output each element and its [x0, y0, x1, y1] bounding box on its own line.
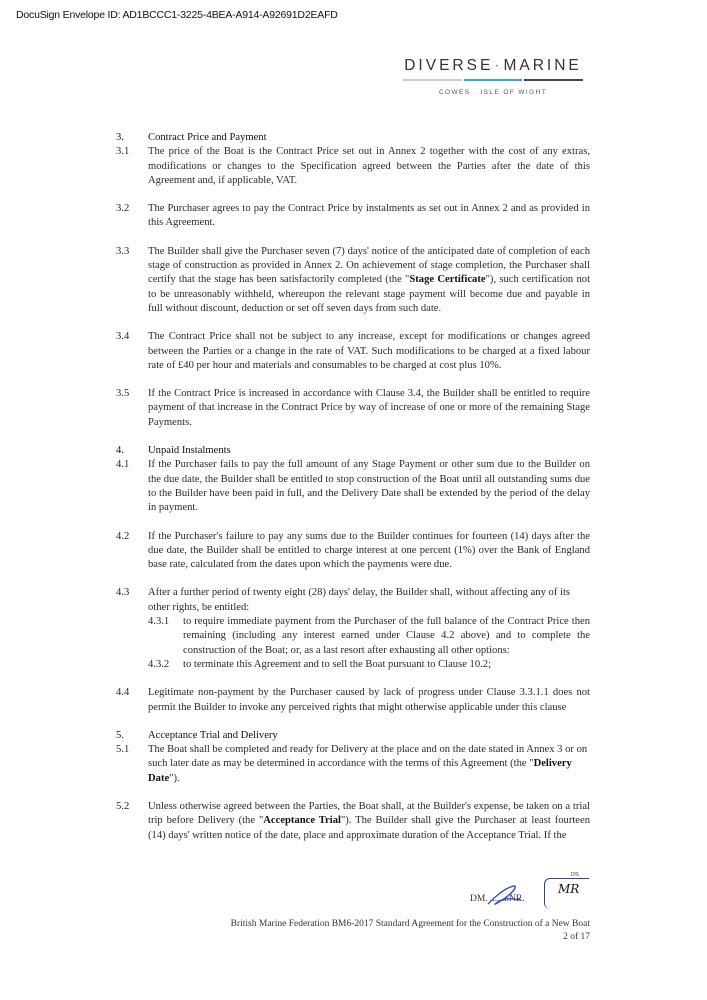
clause-number: 3.5 [116, 388, 130, 400]
docusign-envelope-id: DocuSign Envelope ID: AD1BCCC1-3225-4BEA-A914-A92691D2EAFD [16, 9, 338, 21]
clause-number: 3.2 [116, 203, 130, 215]
section-heading-4 [116, 444, 590, 458]
clause-text: The Builder shall give the Purchaser seven (7) days' notice of the anticipated date of completion of each stage of construction as provided in Annex 2. On achievement of stage completion, the Purchaser shall certify that the stage has been satisfactorily completed (the "Stage Certificate"), such certification not to be unreasonably withheld, whereupon the relevant stage payment will become due and payable in full without discount, deduction or set off seven days from such date. [148, 245, 591, 314]
clause-number: 4.2 [116, 530, 130, 542]
clause-text: The Contract Price shall not be subject to any increase, except for modifications or changes agreed between the Parties or a change in the rate of VAT. Such modifications to be charged at a fixed labour rate of £40 per hour and materials and consumables to be charged at cost plus 10%. [148, 331, 590, 371]
clause-number: 3.3 [116, 245, 130, 257]
clause-3-1 [116, 145, 590, 188]
clause-4-3 [116, 586, 590, 672]
clause-3-3 [116, 245, 590, 316]
clause-text: The Boat shall be completed and ready for Delivery at the place and on the date stated in Annex 3 or on such later date as may be determined in accordance with the terms of this Agreement (the "Delivery Date"). [148, 744, 588, 784]
footer-title: British Marine Federation BM6-2017 Standard Agreement for the Construction of a New Boat [230, 919, 590, 929]
defined-term: Delivery Date [148, 758, 572, 784]
logo-wordmark [403, 57, 583, 75]
clause-4-4 [116, 686, 590, 715]
clause-text: Unless otherwise agreed between the Parties, the Boat shall, at the Builder's expense, be taken on a trial trip before Delivery (the "Acceptance Trial"). The Builder shall give the Purchaser at least fourteen (14) days' written notice of the date, place and approximate duration of the Acceptance Trial. If the [148, 800, 591, 841]
clause-number: 3.1 [116, 146, 130, 158]
clause-number: 5.2 [116, 800, 130, 812]
subclause-4-3-2 [148, 658, 590, 672]
clause-text: After a further period of twenty eight (28) days' delay, the Builder shall, without affecting any of its other rights, be entitled: [148, 587, 571, 613]
clause-3-4 [116, 330, 590, 373]
logo-bar-grey [403, 79, 462, 81]
clause-text: The Purchaser agrees to pay the Contract Price by instalments as set out in Annex 2 and as provided in this Agreement. [148, 203, 590, 229]
logo-separator: · [494, 57, 503, 74]
nr-initials: MR [558, 882, 580, 896]
clause-number: 3.4 [116, 331, 130, 343]
clause-text: The price of the Boat is the Contract Price set out in Annex 2 together with the cost of any extras, modifications or changes to the Specification agreed between the Parties after the date of this Agreement and, if applicable, VAT. [148, 146, 590, 186]
clause-number: 4.1 [116, 459, 130, 471]
subclause-number: 4.3.2 [148, 658, 170, 670]
subclause-number: 4.3.1 [148, 616, 170, 628]
section-heading-5 [116, 729, 590, 743]
section-number: 4. [116, 445, 124, 457]
clause-4-2 [116, 530, 590, 573]
clause-3-2 [116, 202, 590, 231]
dm-signature-icon [484, 884, 524, 908]
page-footer [200, 918, 590, 944]
clause-text: If the Purchaser's failure to pay any sums due to the Builder continues for fourteen (14) days after the due date, the Builder shall be entitled to charge interest at one percent (1%) over the Bank of England base rate, calculated from the dates upon which the payments were due. [148, 530, 590, 571]
logo-bar-dark [524, 79, 583, 81]
section-title: Acceptance Trial and Delivery [148, 729, 278, 741]
clause-5-2 [116, 800, 590, 843]
logo-name-left: DIVERSE [404, 57, 494, 74]
clause-5-1 [116, 743, 590, 786]
section-title: Contract Price and Payment [148, 132, 267, 143]
clause-4-1 [116, 458, 590, 515]
clause-3-5 [116, 387, 590, 430]
section-number: 5. [116, 729, 124, 741]
ds-label: DS [571, 872, 579, 878]
section-heading-3 [116, 131, 590, 145]
defined-term: Acceptance Trial [263, 815, 341, 827]
clause-number: 4.3 [116, 587, 130, 599]
clause-number: 5.1 [116, 744, 130, 756]
section-title: Unpaid Instalments [148, 445, 231, 457]
section-number: 3. [116, 132, 124, 143]
logo-name-right: MARINE [503, 57, 582, 74]
page-number: 2 of 17 [563, 932, 590, 942]
defined-term: Stage Certificate [409, 274, 486, 286]
clause-text: Legitimate non-payment by the Purchaser caused by lack of progress under Clause 3.3.1.1 does not permit the Builder to invoke any perceived rights that might otherwise applicable under this clause [148, 687, 590, 713]
clause-text: If the Purchaser fails to pay the full amount of any Stage Payment or other sum due to the Builder on the due date, the Builder shall be entitled to stop construction of the Boat until all outstanding sums due to the Builder have been paid in full, and the Delivery Date shall be extended by the period of the delay in payment. [148, 459, 590, 514]
clause-text: If the Contract Price is increased in accordance with Clause 3.4, the Builder shall be entitled to require payment of that increase in the Contract Price by way of increase of one or more of the remaining Stage Payments. [148, 388, 590, 428]
document-body [116, 131, 590, 843]
initials-line: DM. ........NR. [470, 894, 525, 904]
subclause-4-3-1 [148, 615, 590, 658]
clause-number: 4.4 [116, 687, 130, 699]
initials-block [460, 872, 590, 910]
logo-color-bars [403, 79, 583, 81]
logo-tagline: COWES · ISLE OF WIGHT [438, 89, 548, 96]
company-logo [403, 57, 583, 96]
subclause-text: to require immediate payment from the Purchaser of the full balance of the Contract Price then remaining (including any interest earned under Clause 4.2 above) and to complete the construction of the Boat; or, as a last resort after exhausting all other options: [183, 616, 590, 656]
subclause-text: to terminate this Agreement and to sell the Boat pursuant to Clause 10.2; [183, 658, 492, 670]
logo-bar-blue [464, 79, 523, 81]
